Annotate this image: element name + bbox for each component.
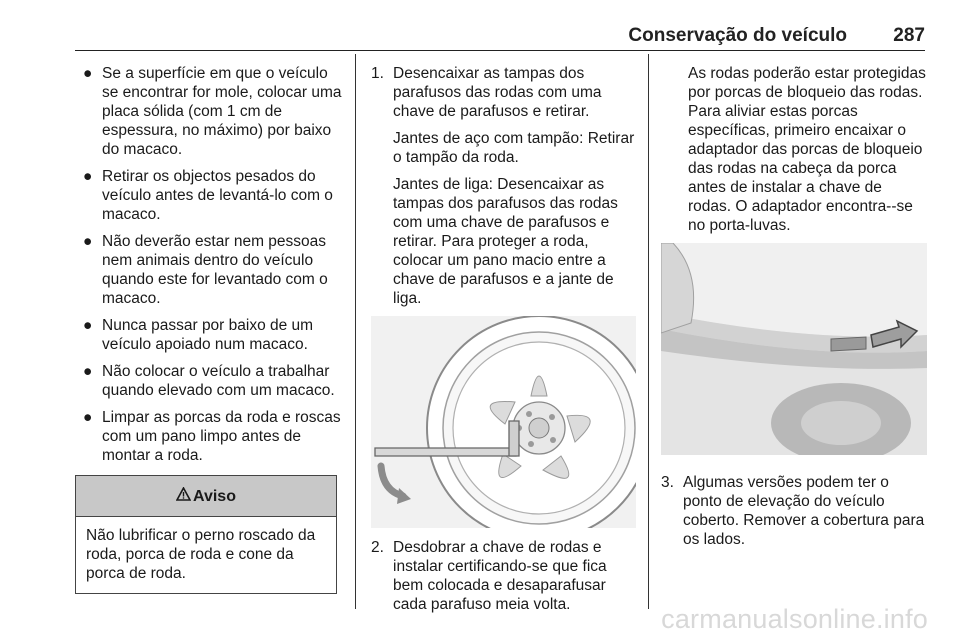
bullet-icon: ● — [83, 233, 93, 250]
column-3 — [661, 64, 927, 557]
warning-title: Aviso — [193, 487, 236, 505]
bullet-list — [75, 64, 343, 465]
step-number: 1. — [371, 65, 384, 82]
bullet-icon: ● — [83, 65, 93, 82]
warning-triangle-icon — [176, 487, 191, 506]
step-1-steel-rims: Jantes de aço com tampão: Retirar o tampão da roda. — [393, 130, 635, 166]
warning-header — [76, 476, 336, 517]
step-number: 2. — [371, 539, 384, 556]
column-divider — [648, 54, 649, 609]
step-2 — [371, 538, 636, 614]
list-item: ● Nunca passar por baixo de um veículo apoiado num macaco. — [83, 317, 314, 353]
bullet-icon: ● — [83, 168, 93, 185]
step-text: Desencaixar as tampas dos parafusos das rodas com uma chave de parafusos e retirar. — [393, 65, 602, 120]
vehicle-underside-image — [661, 243, 927, 455]
section-title: Conservação do veículo — [628, 25, 847, 46]
list-item: ● Não deverão estar nem pessoas nem animais dentro do veículo quando este for levantado com o macaco. — [83, 233, 328, 307]
bullet-icon: ● — [83, 363, 93, 380]
column-1 — [75, 64, 343, 594]
column-divider — [355, 54, 356, 609]
step-text: Algumas versões podem ter o ponto de elevação do veículo coberto. Remover a cobertura para os lados. — [683, 474, 925, 548]
watermark: carmanualsonline.info — [661, 604, 928, 634]
page-number: 287 — [893, 25, 925, 46]
step-1 — [371, 64, 636, 121]
list-item: ● Se a superfície em que o veículo se encontrar for mole, colocar uma placa sólida (com 1 cm de espessura, no máximo) por baixo do macaco. — [83, 65, 342, 158]
list-item: ● Limpar as porcas da roda e roscas com um pano limpo antes de montar a roda. — [83, 409, 341, 464]
step-number: 3. — [661, 474, 674, 491]
wheel-image — [371, 316, 636, 528]
header-rule — [75, 50, 925, 51]
lock-nut-note: As rodas poderão estar protegidas por porcas de bloqueio das rodas. Para aliviar estas porcas específicas, primeiro encaixar o adaptador das porcas de bloqueio das rodas na cabeça da porca antes de instalar a chave de rodas. O adaptador encontra--se no porta-luvas. — [688, 65, 926, 234]
bullet-icon: ● — [83, 409, 93, 426]
page-header — [75, 26, 925, 50]
jacking-point-illustration — [661, 243, 927, 455]
warning-box — [75, 475, 337, 594]
wheel-wrench-illustration — [371, 316, 636, 528]
step-1-alloy-rims: Jantes de liga: Desencaixar as tampas dos parafusos das rodas com uma chave de parafusos e retirar. Para proteger a roda, colocar um pano macio entre a chave de parafusos e a jante de liga. — [393, 176, 618, 307]
bullet-icon: ● — [83, 317, 93, 334]
column-2 — [371, 64, 636, 622]
list-item: ● Retirar os objectos pesados do veículo antes de levantá-lo com o macaco. — [83, 168, 333, 223]
step-text: Desdobrar a chave de rodas e instalar certificando-se que fica bem colocada e desaparafusar cada parafuso meia volta. — [393, 539, 607, 613]
warning-text: Não lubrificar o perno roscado da roda, porca de roda e cone da porca de roda. — [86, 527, 316, 582]
step-3 — [661, 473, 927, 549]
list-item: ● Não colocar o veículo a trabalhar quando elevado com um macaco. — [83, 363, 335, 399]
